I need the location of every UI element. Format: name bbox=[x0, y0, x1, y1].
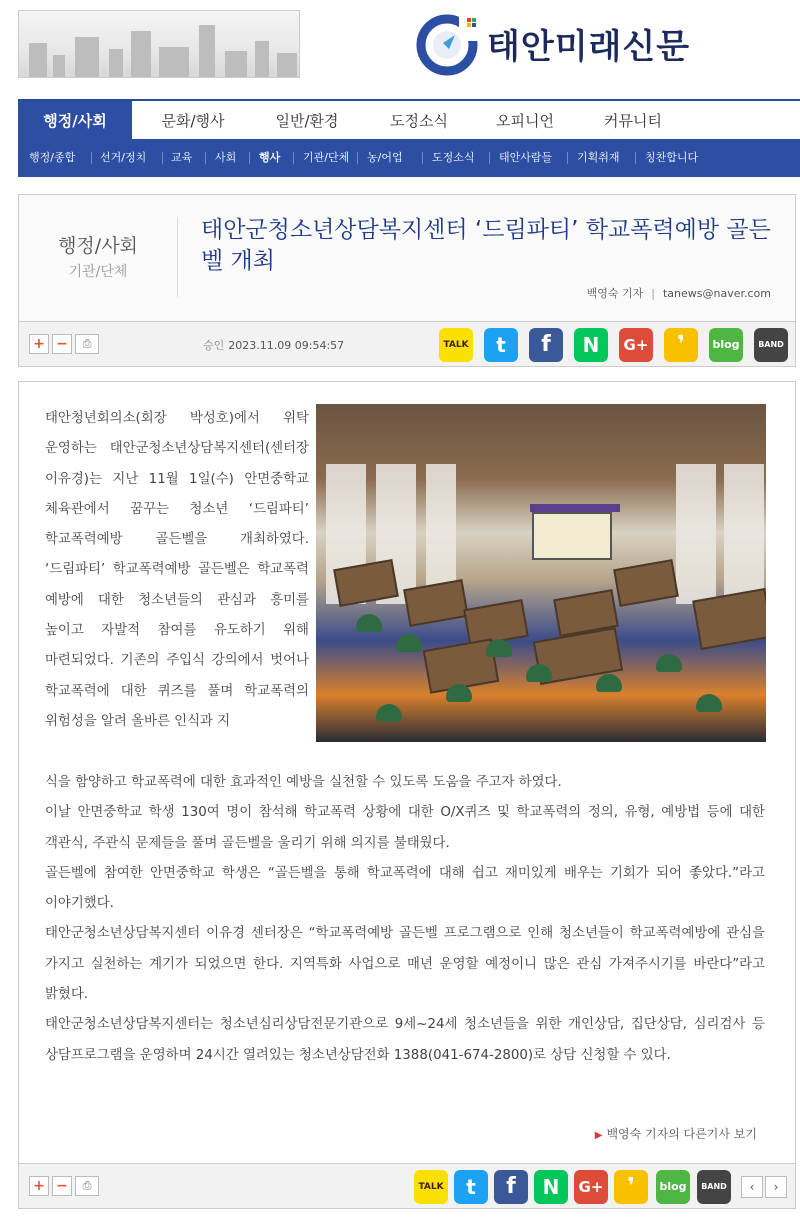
band-share-icon[interactable]: BAND bbox=[697, 1170, 731, 1204]
band-share-icon[interactable]: BAND bbox=[754, 328, 788, 362]
subnav-item-society[interactable]: 사회 bbox=[215, 151, 237, 164]
facebook-share-icon[interactable]: f bbox=[494, 1170, 528, 1204]
nav-tab-province-news[interactable]: 도정소식 bbox=[390, 112, 448, 130]
kakaostory-share-icon[interactable]: ❜ bbox=[614, 1170, 648, 1204]
subnav-item-agriculture[interactable]: 농/어업 bbox=[367, 151, 403, 164]
blog-share-icon[interactable]: blog bbox=[656, 1170, 690, 1204]
category-sub[interactable]: 기관/단체 bbox=[68, 264, 128, 280]
nav-tab-culture-event[interactable]: 문화/행사 bbox=[161, 112, 225, 130]
header-banner-image[interactable] bbox=[18, 10, 300, 78]
logo-wordmark: 태안미래신문 bbox=[487, 27, 691, 67]
googleplus-share-icon[interactable]: G+ bbox=[619, 328, 653, 362]
prev-article-button[interactable]: ‹ bbox=[741, 1176, 763, 1198]
article-paragraph: 이날 안면중학교 학생 130여 명이 참석해 학교폭력 상황에 대한 O/X퀴즈 및 학교폭력의 정의, 유형, 예방법 등에 대한 객관식, 주관식 문제들을 풀며 골든벨을 울리기 위해 의지를 불태웠다. bbox=[45, 805, 765, 851]
print-icon[interactable]: ⎙ bbox=[75, 1176, 99, 1196]
triangle-right-icon: ▶ bbox=[594, 1130, 603, 1141]
article-date bbox=[203, 337, 344, 353]
subnav-item-institution[interactable]: 기관/단체 bbox=[303, 151, 350, 164]
subnav-item-praise[interactable]: 칭찬합니다 bbox=[645, 151, 699, 164]
article-photo[interactable] bbox=[316, 404, 766, 742]
nav-tab-opinion[interactable]: 오피니언 bbox=[496, 112, 554, 130]
article-paragraph: 태안군청소년상담복지센터는 청소년심리상담전문기관으로 9세~24세 청소년들을 위한 개인상담, 집단상담, 심리검사 등 상담프로그램을 운영하며 24시간 열려있는 청소년상담전화 1388(041-674-2800)로 상담 신청할 수 있다. bbox=[45, 1017, 765, 1063]
font-increase-button[interactable]: + bbox=[29, 1176, 49, 1196]
naver-share-icon[interactable]: N bbox=[534, 1170, 568, 1204]
article-toolbar-bottom bbox=[18, 1163, 796, 1209]
blog-share-icon[interactable]: blog bbox=[709, 328, 743, 362]
logo-emblem-icon bbox=[415, 13, 479, 77]
nav-tab-admin-society[interactable]: 행정/사회 bbox=[18, 101, 132, 141]
article-paragraph: 식을 함양하고 학교폭력에 대한 효과적인 예방을 실천할 수 있도록 도움을 주고자 하였다. bbox=[45, 775, 562, 790]
font-decrease-button[interactable]: − bbox=[52, 1176, 72, 1196]
more-link-label: 백영숙 기자의 다른기사 보기 bbox=[606, 1127, 757, 1141]
article-paragraphs bbox=[45, 768, 765, 1071]
nav-tab-general-environment[interactable]: 일반/환경 bbox=[275, 112, 339, 130]
article-body bbox=[18, 381, 796, 1164]
twitter-share-icon[interactable]: t bbox=[454, 1170, 488, 1204]
article-paragraph-intro: 태안청년회의소(회장 박성호)에서 위탁 운영하는 태안군청소년상담복지센터(센터장 이유경)는 지난 11월 1일(수) 안면중학교 체육관에서 꿈꾸는 청소년 ‘드림파티’ 학교폭력예방 골든벨을 개최하였다. ‘드림파티’ 학교폭력예방 골든벨은 학교폭력 예방에 대한 청소년들의 관심과 흥미를 높이고 자발적 참여를 유도하기 위해 마련되었다. 기존의 주입식 강의에서 벗어나 학교폭력에 대한 퀴즈를 풀며 학교폭력의 위험성을 알려 올바른 인식과 지 bbox=[45, 411, 309, 729]
reporter-more-articles-link[interactable] bbox=[595, 1125, 757, 1142]
kakaostory-share-icon[interactable]: ❜ bbox=[664, 328, 698, 362]
article-paragraph: 태안군청소년상담복지센터 이유경 센터장은 “학교폭력예방 골든벨 프로그램으로 인해 청소년들이 학교폭력예방에 관심을 가지고 실천하는 계기가 되었으면 한다. 지역특화 사업으로 매년 운영할 예정이니 많은 관심 가져주시기를 바란다”라고 밝혔다. bbox=[45, 926, 765, 1003]
site-logo[interactable] bbox=[415, 13, 705, 77]
facebook-share-icon[interactable]: f bbox=[529, 328, 563, 362]
article-header bbox=[18, 194, 796, 323]
reporter-name[interactable]: 백영숙 기자 bbox=[586, 287, 644, 300]
subnav-item-events[interactable]: 행사 bbox=[259, 151, 281, 164]
subnav-item-feature[interactable]: 기획취재 bbox=[577, 151, 620, 164]
twitter-share-icon[interactable]: t bbox=[484, 328, 518, 362]
article-toolbar-top bbox=[18, 321, 796, 367]
article-paragraph: 골든벨에 참여한 안면중학교 학생은 “골든벨을 통해 학교폭력에 대해 쉽고 재미있게 배우는 기회가 되어 좋았다.”라고 이야기했다. bbox=[45, 865, 765, 912]
category-main[interactable]: 행정/사회 bbox=[58, 235, 138, 257]
print-icon[interactable]: ⎙ bbox=[75, 334, 99, 354]
subnav-item-education[interactable]: 교육 bbox=[171, 151, 193, 164]
sub-nav bbox=[18, 139, 800, 177]
header-divider bbox=[177, 217, 178, 297]
naver-share-icon[interactable]: N bbox=[574, 328, 608, 362]
font-increase-button[interactable]: + bbox=[29, 334, 49, 354]
font-decrease-button[interactable]: − bbox=[52, 334, 72, 354]
nav-tab-community[interactable]: 커뮤니티 bbox=[604, 112, 662, 130]
next-article-button[interactable]: › bbox=[765, 1176, 787, 1198]
kakaotalk-share-icon[interactable]: TALK bbox=[414, 1170, 448, 1204]
subnav-item-province[interactable]: 도정소식 bbox=[432, 151, 475, 164]
article-category bbox=[19, 231, 177, 281]
kakaotalk-share-icon[interactable]: TALK bbox=[439, 328, 473, 362]
googleplus-share-icon[interactable]: G+ bbox=[574, 1170, 608, 1204]
article-byline: 백영숙 기자 | tanews@naver.com bbox=[586, 287, 771, 300]
article-title: 태안군청소년상담복지센터 ‘드림파티’ 학교폭력예방 골든벨 개최 bbox=[201, 217, 771, 274]
subnav-item-election[interactable]: 선거/정치 bbox=[100, 151, 147, 164]
date-value: 2023.11.09 09:54:57 bbox=[228, 339, 345, 352]
main-nav bbox=[18, 99, 800, 141]
date-label: 승인 bbox=[203, 339, 225, 352]
subnav-item-people[interactable]: 태안사람들 bbox=[499, 151, 553, 164]
reporter-email[interactable]: tanews@naver.com bbox=[662, 287, 771, 300]
subnav-item-general[interactable]: 행정/종합 bbox=[29, 151, 76, 164]
